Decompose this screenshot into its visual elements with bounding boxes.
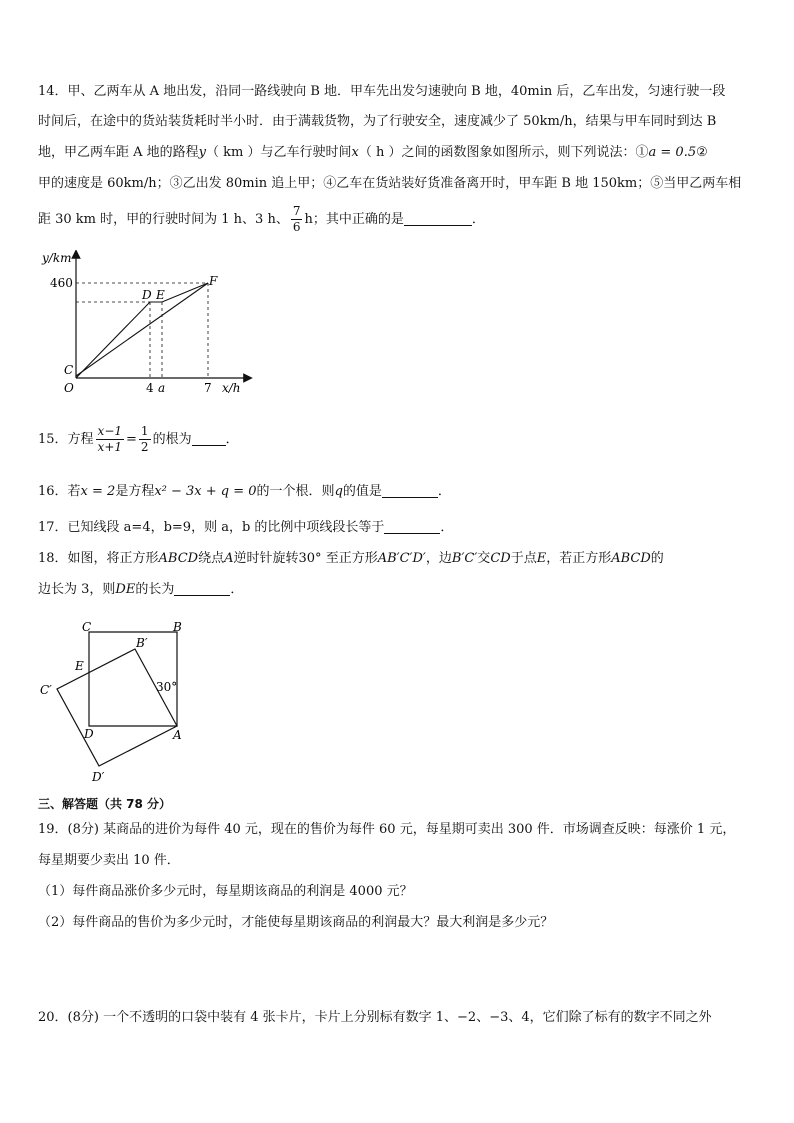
tick-a: a <box>158 381 166 395</box>
q14-line-1: 14．甲、乙两车从 A 地出发，沿同一路线驶向 B 地．甲车先出发匀速驶向 B 地，40min 后，乙车出发，匀速行驶一段 <box>38 84 726 99</box>
q14-frac-num: 7 <box>292 204 301 218</box>
q15-end: ． <box>225 432 239 447</box>
q17-answer-blank[interactable] <box>384 519 440 534</box>
q18-seg: DE <box>115 582 136 597</box>
q14-line-3-c: 之间的函数图象如图所示，则下列说法：① <box>401 145 649 160</box>
q14-line-5-b: h；其中正确的是 <box>304 212 404 227</box>
tick-7: 7 <box>204 381 212 395</box>
q18-answer-blank[interactable] <box>174 581 230 596</box>
q16-prefix: 16．若 <box>38 484 81 499</box>
q18-line-2 <box>38 580 243 600</box>
q18-line-1-c: 逆时针旋转30° 至正方形 <box>233 551 378 566</box>
q14-unit-y: （ km ） <box>206 145 261 160</box>
q14-var-x: x <box>351 145 359 160</box>
label-c-prime: C′ <box>40 683 52 697</box>
q18-sq1: ABCD <box>158 551 199 566</box>
q18-pt-e: E <box>536 551 547 566</box>
label-b: B <box>173 620 182 634</box>
y-axis-label: y/km <box>42 251 72 265</box>
q18-rotated-square-figure <box>36 618 206 788</box>
q14-line-5-a: 距 30 km 时，甲的行驶时间为 1 h、3 h、 <box>38 212 289 227</box>
q16-var: q <box>334 484 343 499</box>
q18-edge-1: B′C′ <box>451 551 478 566</box>
label-b-prime: B′ <box>136 636 148 650</box>
q18-line-2-a: 边长为 3，则 <box>38 582 116 597</box>
q14-line-3 <box>38 143 708 163</box>
q19-line-1: 19．(8分) 某商品的进价为每件 40 元，现在的售价为每件 60 元，每星期可卖出 300 件．市场调查反映：每涨价 1 元， <box>38 822 736 837</box>
q14-line-4: 甲的速度是 60km/h；③乙出发 80min 追上甲；④乙车在货站装好货准备离开时，甲车距 B 地 150km；⑤当甲乙两车相 <box>38 176 742 191</box>
q14-circ-2: ② <box>696 145 708 160</box>
q16-suffix: 的一个根．则 <box>256 484 335 499</box>
q19-sub-1: （1）每件商品涨价多少元时，每星期该商品的利润是 4000 元？ <box>38 884 413 899</box>
q14-line-5-end: ． <box>471 212 485 227</box>
point-d: D <box>142 288 152 302</box>
q14-unit-x: （ h ） <box>358 145 402 160</box>
q18-line-1-g: ，若正方形 <box>546 551 612 566</box>
label-c: C <box>82 620 92 634</box>
q16-equation: x² − 3x + q = 0 <box>154 484 257 499</box>
q17 <box>38 518 453 538</box>
q15-prefix: 15．方程 <box>38 432 94 447</box>
x-axis-label: x/h <box>222 381 241 395</box>
point-e: E <box>156 288 165 302</box>
q15-equals: = <box>126 432 137 447</box>
q14-eq-a: a = 0.5 <box>648 145 697 160</box>
q14-fraction <box>291 204 303 235</box>
point-f: F <box>209 274 218 288</box>
q14-var-y: y <box>198 145 207 160</box>
point-o: O <box>64 381 74 395</box>
point-c: C <box>64 363 74 377</box>
q14-line-5 <box>38 202 485 238</box>
q15-suffix: 的根为 <box>152 432 192 447</box>
q14-answer-blank[interactable] <box>404 211 472 226</box>
q19-line-2: 每星期要少卖出 10 件． <box>38 853 180 868</box>
q14-frac-den: 6 <box>292 220 301 234</box>
q15-den-1: x+1 <box>97 440 123 454</box>
q18-line-1-d: ，边 <box>425 551 452 566</box>
label-angle-30: 30° <box>156 680 178 694</box>
q18-line-1-f: 于点 <box>510 551 537 566</box>
q17-end: ． <box>440 520 454 535</box>
tick-460: 460 <box>50 276 73 290</box>
q18-pt-a: A <box>224 551 234 566</box>
q15-den-2: 2 <box>140 440 149 454</box>
q18-sq2: AB′C′D′ <box>377 551 426 566</box>
q15-frac-2 <box>139 424 151 455</box>
square-abcd <box>89 632 177 726</box>
q18-end: ． <box>230 582 244 597</box>
tick-4: 4 <box>146 381 154 395</box>
q18-line-1-h: 的 <box>650 551 664 566</box>
label-d: D <box>84 727 94 741</box>
q19-sub-2: （2）每件商品的售价为多少元时，才能使每星期该商品的利润最大？最大利润是多少元？ <box>38 915 554 930</box>
q18-edge-2: CD <box>490 551 511 566</box>
label-a: A <box>173 728 182 742</box>
q18-line-1-b: 绕点 <box>198 551 225 566</box>
q18-line-2-b: 的长为 <box>135 582 175 597</box>
q14-function-graph <box>36 250 256 400</box>
q14-line-3-a: 地，甲乙两车距 A 地的路程 <box>38 145 199 160</box>
label-d-prime: D′ <box>92 770 105 784</box>
section-3-title: 三、解答题（共 78 分） <box>38 797 172 811</box>
label-e: E <box>75 659 84 673</box>
q16-end: ． <box>437 484 451 499</box>
q16-suffix-2: 的值是 <box>342 484 382 499</box>
q15-num-1: x−1 <box>97 424 123 438</box>
q18-line-1 <box>38 549 664 569</box>
q17-text: 17．已知线段 a=4，b=9，则 a，b 的比例中项线段长等于 <box>38 520 385 535</box>
q14-line-3-b: 与乙车行驶时间 <box>260 145 352 160</box>
q18-line-1-e: 交 <box>477 551 491 566</box>
q14-line-2: 时间后，在途中的货站装货耗时半小时．由于满载货物，为了行驶安全，速度减少了 50km/h，结果与甲车同时到达 B <box>38 114 717 129</box>
q20-line-1: 20．(8分) 一个不透明的口袋中装有 4 张卡片，卡片上分别标有数字 1、−2、−3、4，它们除了标有的数字不同之外 <box>38 1010 712 1025</box>
q16-mid: 是方程 <box>115 484 155 499</box>
q16-answer-blank[interactable] <box>382 483 438 498</box>
q15 <box>38 420 239 460</box>
q15-num-2: 1 <box>140 424 149 438</box>
q18-line-1-a: 18．如图，将正方形 <box>38 551 159 566</box>
q15-frac-1 <box>96 424 124 455</box>
q16 <box>38 482 451 502</box>
q16-cond: x = 2 <box>80 484 116 499</box>
q15-answer-blank[interactable] <box>192 431 226 446</box>
q18-sq3: ABCD <box>611 551 651 566</box>
